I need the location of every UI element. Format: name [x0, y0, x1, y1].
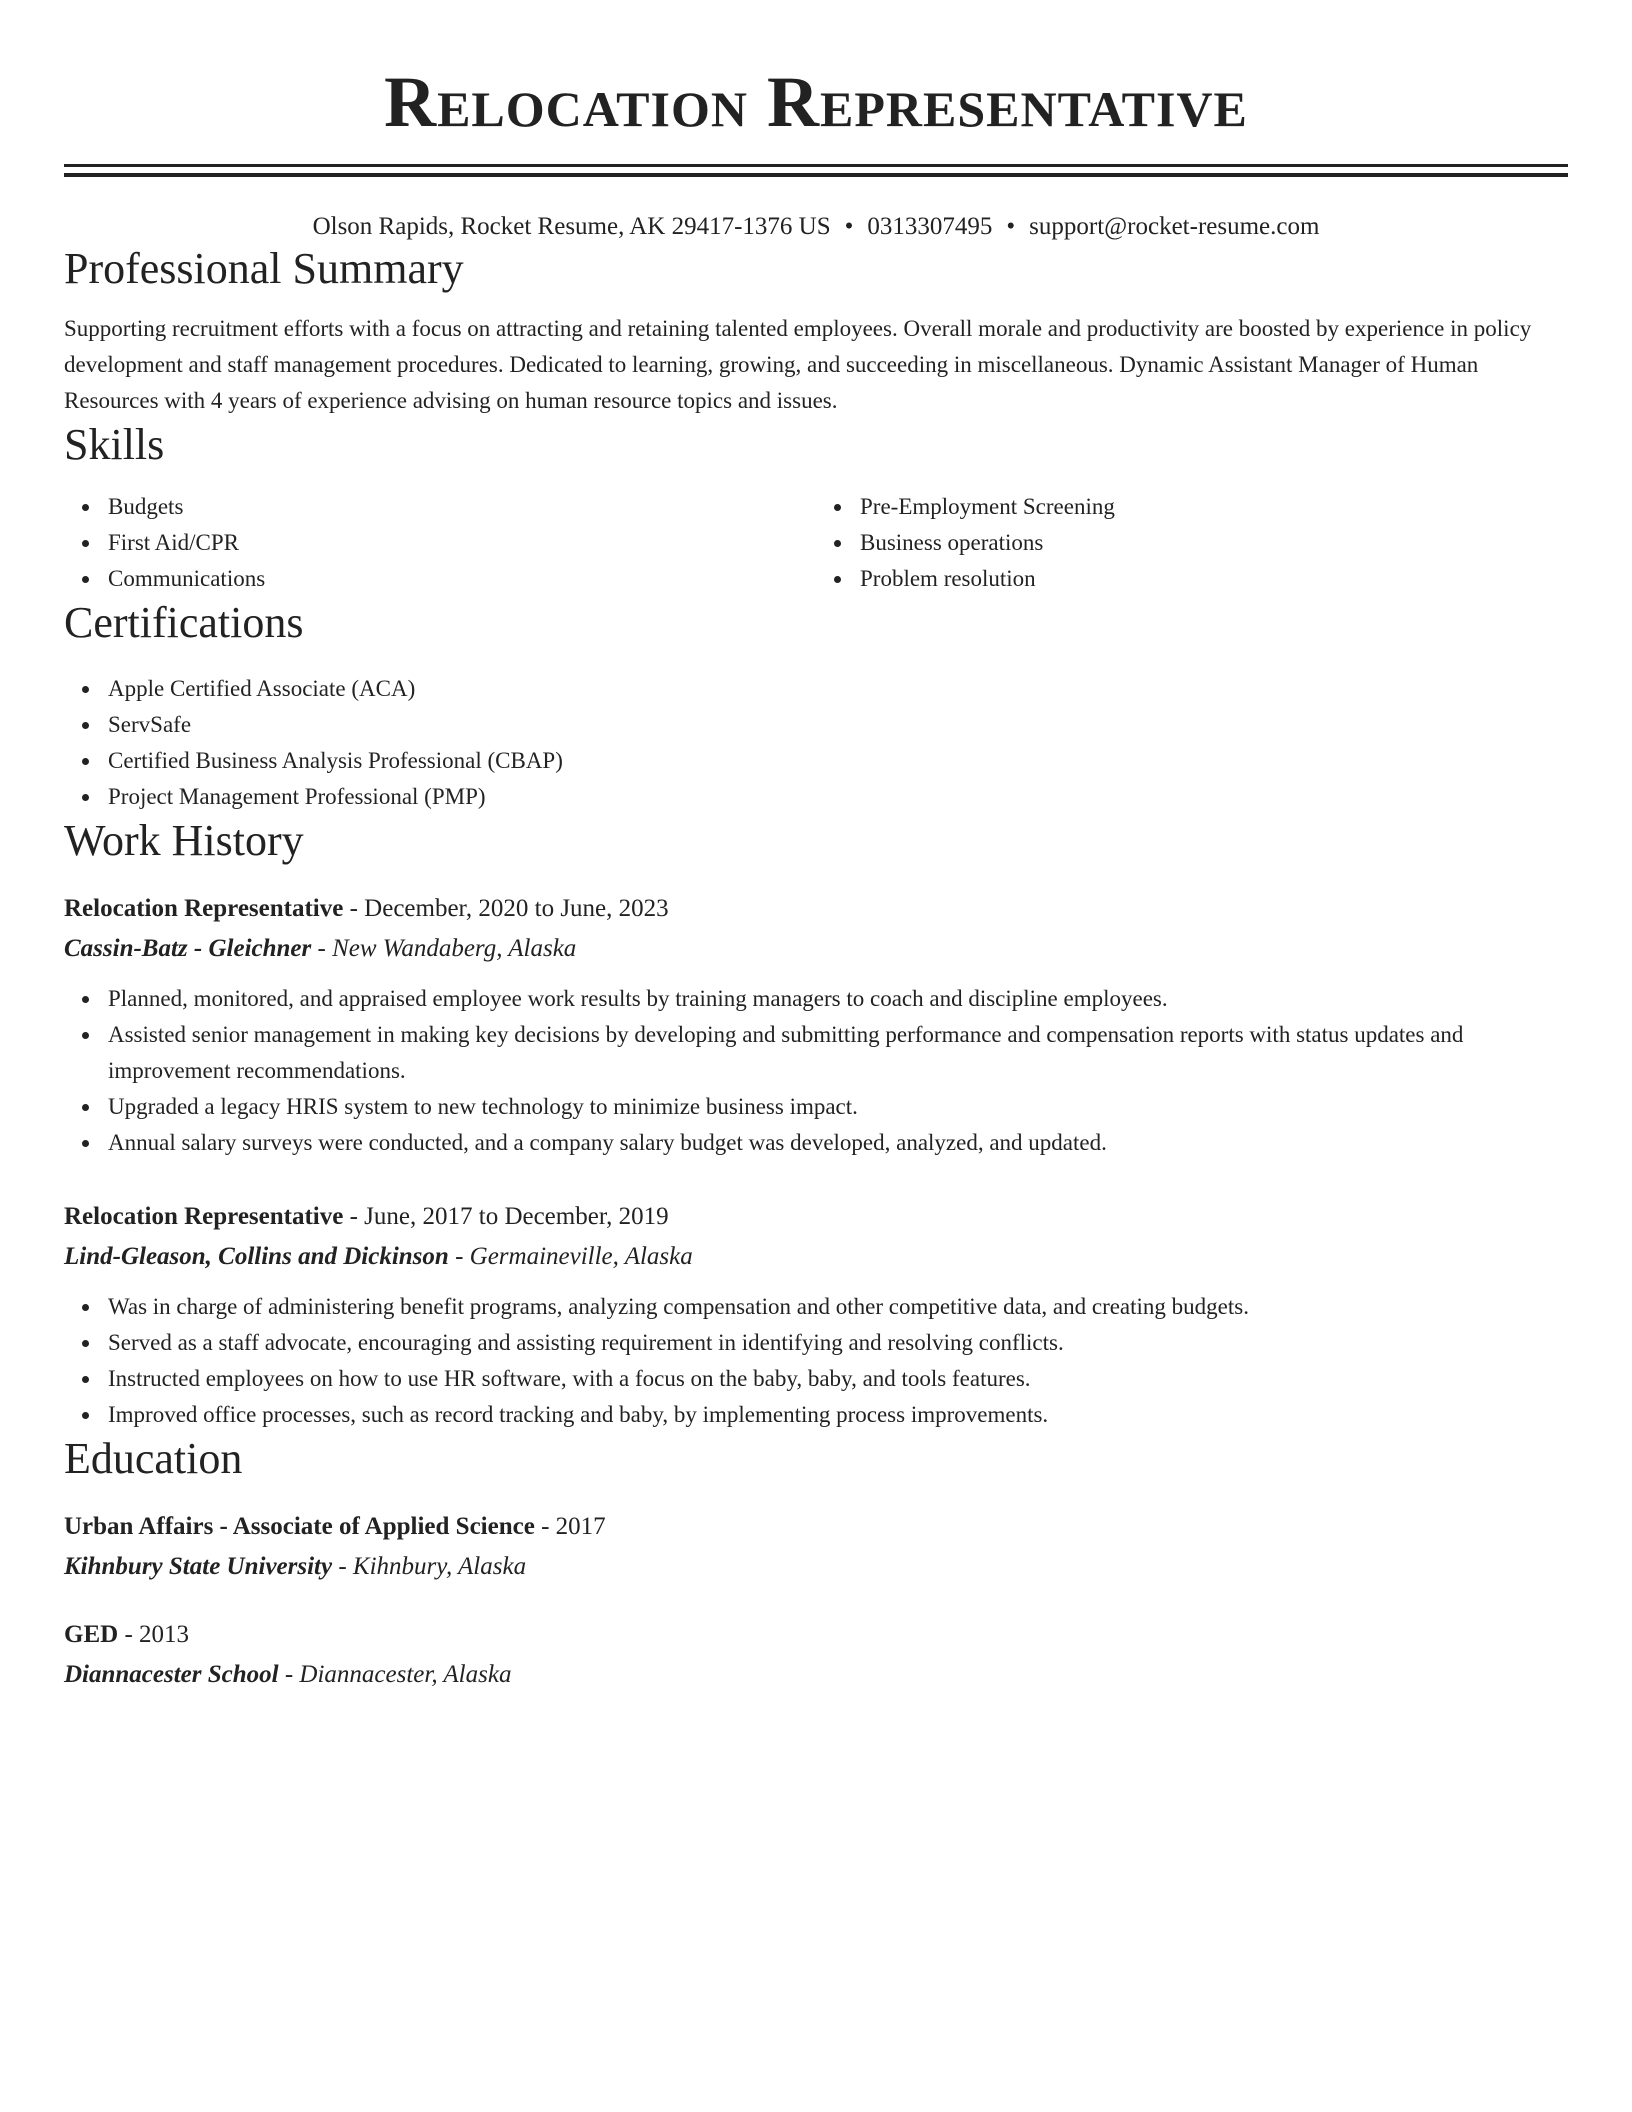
skills-columns: [64, 489, 1568, 597]
job-duty: Improved office processes, such as record tracking and baby, by implementing process improvements.: [108, 1397, 1568, 1433]
education-school: Diannacester School: [64, 1661, 279, 1688]
certifications-list: [64, 671, 1568, 815]
skill-item: Pre-Employment Screening: [860, 489, 1568, 525]
education-entry: [64, 1507, 1568, 1587]
skill-item: Business operations: [860, 525, 1568, 561]
job-duties-list: [64, 1289, 1568, 1433]
job-title-line: [64, 889, 1568, 929]
job-company-line: [64, 929, 1568, 969]
summary-text: Supporting recruitment efforts with a focus on attracting and retaining talented employees. Overall morale and productivity are boosted by experience in policy development and staff management procedures. Dedicated to learning, growing, and succeeding in miscellaneous. Dynamic Assistant Manager of Human Resources with 4 years of experience advising on human resource topics and issues.: [64, 316, 1532, 413]
job-dates: - December, 2020 to June, 2023: [343, 895, 669, 922]
certification-item: Project Management Professional (PMP): [108, 779, 1568, 815]
header-divider: [64, 164, 1568, 177]
certifications-heading: Certifications: [64, 598, 304, 647]
education-heading: Education: [64, 1434, 243, 1483]
contact-email: support@rocket-resume.com: [1029, 213, 1320, 240]
certification-item: ServSafe: [108, 707, 1568, 743]
skill-item: Problem resolution: [860, 561, 1568, 597]
job-entry: [64, 1197, 1568, 1433]
skills-list-left: [64, 489, 816, 597]
skill-item: Budgets: [108, 489, 816, 525]
education-school: Kihnbury State University: [64, 1553, 333, 1580]
job-location: - New Wandaberg, Alaska: [311, 935, 577, 962]
job-dates: - June, 2017 to December, 2019: [343, 1203, 669, 1230]
job-company: Cassin-Batz - Gleichner: [64, 935, 312, 962]
job-duty: Annual salary surveys were conducted, and a company salary budget was developed, analyzed, and updated.: [108, 1125, 1568, 1161]
contact-address: Olson Rapids, Rocket Resume, AK 29417-1376 US: [312, 213, 831, 240]
job-company: Lind-Gleason, Collins and Dickinson: [64, 1243, 449, 1270]
summary-heading: Professional Summary: [64, 244, 464, 293]
education-school-line: [64, 1655, 1568, 1695]
job-entry: [64, 889, 1568, 1161]
education-degree-line: [64, 1615, 1568, 1655]
contact-phone: 0313307495: [867, 213, 993, 240]
job-duty: Planned, monitored, and appraised employee work results by training managers to coach and discipline employees.: [108, 981, 1568, 1017]
contact-line: [64, 211, 1568, 243]
certification-item: Apple Certified Associate (ACA): [108, 671, 1568, 707]
contact-separator: •: [1006, 213, 1016, 240]
resume-title: Relocation Representative: [384, 62, 1248, 142]
skills-list-right: [816, 489, 1568, 597]
job-company-line: [64, 1237, 1568, 1277]
education-year: - 2013: [118, 1621, 190, 1648]
education-degree: GED: [64, 1621, 119, 1648]
job-duties-list: [64, 981, 1568, 1161]
skill-item: First Aid/CPR: [108, 525, 816, 561]
job-duty: Upgraded a legacy HRIS system to new technology to minimize business impact.: [108, 1089, 1568, 1125]
job-role: Relocation Representative: [64, 1203, 344, 1230]
education-entry: [64, 1615, 1568, 1695]
header-rule-top: [64, 164, 1568, 167]
job-title-line: [64, 1197, 1568, 1237]
contact-separator: •: [844, 213, 854, 240]
job-duty: Assisted senior management in making key decisions by developing and submitting performance and compensation reports with status updates and improvement recommendations.: [108, 1017, 1568, 1089]
education-degree: Urban Affairs - Associate of Applied Science: [64, 1513, 535, 1540]
header-rule-bottom: [64, 173, 1568, 177]
education-location: - Kihnbury, Alaska: [332, 1553, 527, 1580]
skill-item: Communications: [108, 561, 816, 597]
education-location: - Diannacester, Alaska: [278, 1661, 512, 1688]
education-degree-line: [64, 1507, 1568, 1547]
job-duty: Served as a staff advocate, encouraging and assisting requirement in identifying and resolving conflicts.: [108, 1325, 1568, 1361]
skills-heading: Skills: [64, 420, 165, 469]
job-duty: Instructed employees on how to use HR software, with a focus on the baby, baby, and tools features.: [108, 1361, 1568, 1397]
job-location: - Germaineville, Alaska: [448, 1243, 693, 1270]
job-role: Relocation Representative: [64, 895, 344, 922]
education-year: - 2017: [534, 1513, 606, 1540]
work-history-heading: Work History: [64, 816, 304, 865]
education-school-line: [64, 1547, 1568, 1587]
job-duty: Was in charge of administering benefit programs, analyzing compensation and other competitive data, and creating budgets.: [108, 1289, 1568, 1325]
certification-item: Certified Business Analysis Professional (CBAP): [108, 743, 1568, 779]
